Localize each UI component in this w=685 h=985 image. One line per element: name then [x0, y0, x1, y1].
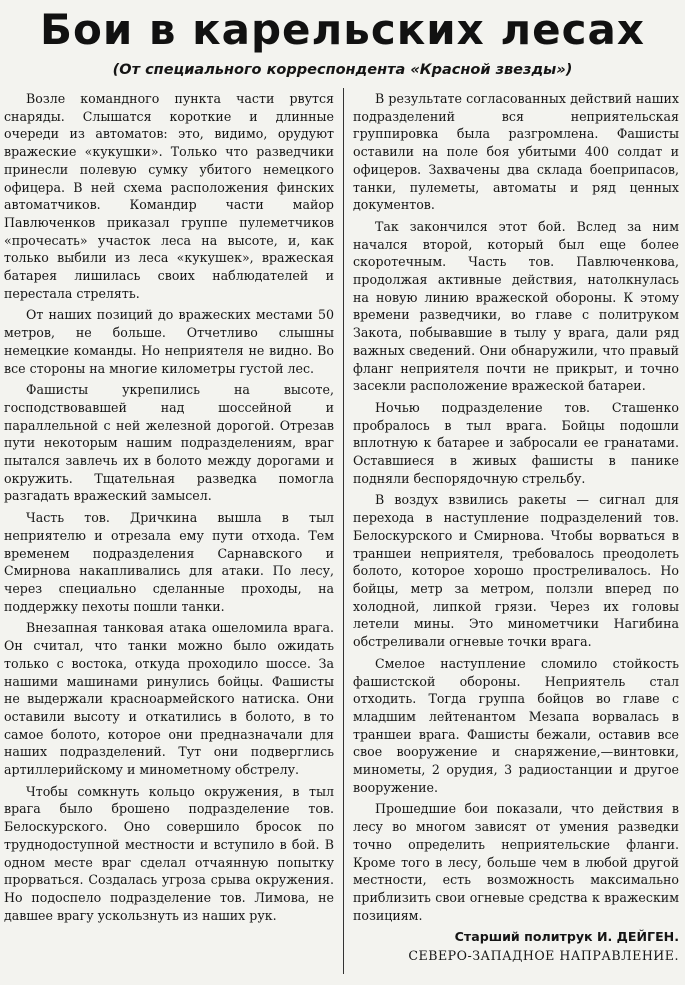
front-direction: СЕВЕРО-ЗАПАДНОЕ НАПРАВЛЕНИЕ. — [408, 948, 679, 964]
paragraph: От наших позиций до вражеских местами 50 метров, не больше. Отчетливо слышны немецкие команды. Но неприятеля не видно. Во все стороны на многие километры густой лес. — [4, 307, 334, 376]
paragraph: Чтобы сомкнуть кольцо окружения, в тыл врага было брошено подразделение тов. Белоскурского. Оно совершило бросок по труднодоступной местности и вступило в бой. В одном месте враг сделал отчаянную попытку прорваться. Создалась угроза срыва окружения. Но подоспело подразделение тов. Лимова, не давшее врагу ускользнуть из наших рук. — [4, 783, 334, 923]
paragraph: Возле командного пункта части рвутся снаряды. Слышатся короткие и длинные очереди из автоматов: это, видимо, орудуют вражеские «кукушки». Только что разведчики принесли полевую сумку убитого немецкого офицера. В ней схема расположения финских автоматчиков. Командир части майор Павлюченков приказал группе пулеметчиков «прочесать» участок леса на высоте, и, как только выбили из леса «кукушек», вражеская батарея лишилась своих наблюдателей и перестала стрелять. — [4, 91, 334, 301]
article-headline: Бои в карельских лесах — [40, 5, 645, 54]
paragraph: Внезапная танковая атака ошеломила врага. Он считал, что танки можно было ожидать только с востока, откуда проходило шоссе. За нашими машинами ринулись бойцы. Фашисты не выдержали красноармейского натиска. Они оставили высоту и откатились в болото, в то самое болото, которое они предназначали для наших подразделений. Тут они подверглись артиллерийскому и минометному обстрелу. — [4, 620, 334, 778]
paragraph: Так закончился этот бой. Вслед за ним начался второй, который был еще более скоротечным. Часть тов. Павлюченкова, продолжая активные действия, натолкнулась на новую линию вражеской обороны. К этому времени разведчики, во главе с политруком Закота, побывавшие в тылу у врага, дали ряд важных сведений. Они обнаружили, что правый фланг неприятеля почти не прикрыт, и точно засекли расположение вражеской батареи. — [353, 218, 679, 394]
left-column — [4, 90, 334, 928]
article-byline: (От специального корреспондента «Красной звезды») — [112, 62, 573, 78]
column-divider — [343, 88, 344, 974]
paragraph: В результате согласованных действий наших подразделений вся неприятельская группировка была разгромлена. Фашисты оставили на поле боя убитыми 400 солдат и офицеров. Захвачены два склада боеприпасов, танки, пулеметы, автоматы и ряд ценных документов. — [353, 91, 679, 213]
paragraph: Фашисты укрепились на высоте, господствовавшей над шоссейной и параллельной с ней железной дорогой. Отрезав пути некоторым нашим подразделениям, враг пытался завлечь их в болото между дорогами и окружить. Тщательная разведка помогла разгадать вражеский замысел. — [4, 382, 334, 504]
right-column — [353, 90, 679, 964]
paragraph: Прошедшие бои показали, что действия в лесу во многом зависят от умения разведки точно определить неприятельские фланги. Кроме того в лесу, больше чем в любой другой местности, есть возможность максимально приблизить свои огневые средства к вражеским позициям. — [353, 801, 679, 923]
paragraph: Смелое наступление сломило стойкость фашистской обороны. Неприятель стал отходить. Тогда группа бойцов во главе с младшим лейтенантом Мезапа ворвалась в траншеи врага. Фашисты бежали, оставив все свое вооружение и снаряжение,—винтовки, минометы, 2 орудия, 3 радиостанции и другое вооружение. — [353, 655, 679, 795]
paragraph: Ночью подразделение тов. Сташенко пробралось в тыл врага. Бойцы подошли вплотную к батарее и забросали ее гранатами. Оставшиеся в живых фашисты в панике подняли беспорядочную стрельбу. — [353, 399, 679, 486]
paragraph: В воздух взвились ракеты — сигнал для перехода в наступление подразделений тов. Белоскурского и Смирнова. Чтобы ворваться в траншеи неприятеля, требовалось преодолеть болото, которое хорошо простреливалось. Но бойцы, метр за метром, ползли вперед по холодной, липкой грязи. Через их головы летели мины. Это минометчики Нагибина обстреливали огневые точки врага. — [353, 492, 679, 650]
paragraph: Часть тов. Дричкина вышла в тыл неприятелю и отрезала ему пути отхода. Тем временем подразделения Сарнавского и Смирнова накапливались для атаки. По лесу, через специально сделанные проходы, на поддержку пехоты пошли танки. — [4, 510, 334, 614]
author-signature: Старший политрук И. ДЕЙГЕН. — [454, 929, 679, 945]
